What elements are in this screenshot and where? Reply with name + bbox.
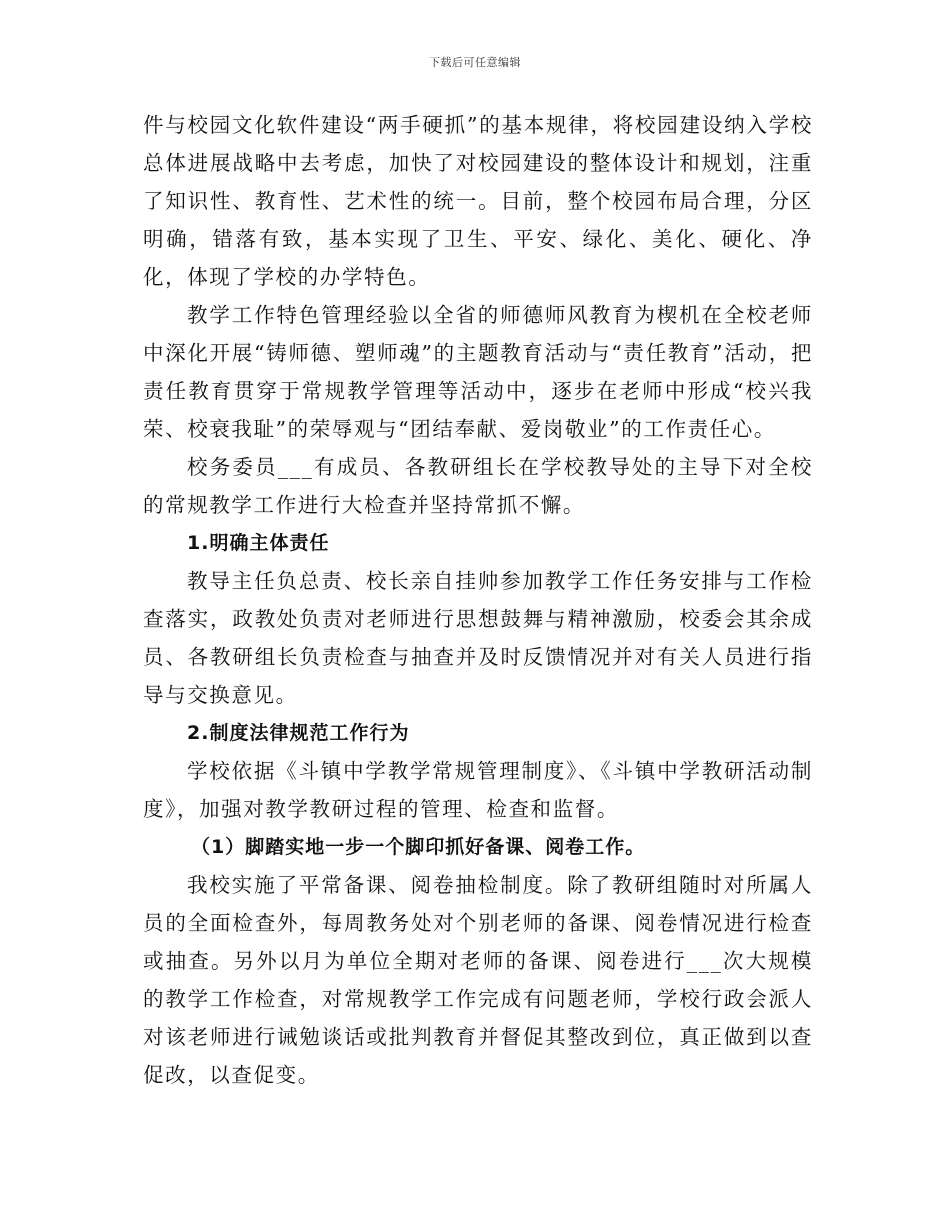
heading-clear-responsibility: 1.明确主体责任	[187, 532, 330, 554]
paragraph-campus-construction: 件与校园文化软件建设“两手硬抓”的基本规律，将校园建设纳入学校总体进展战略中去考虑，加快了对校园建设的整体设计和规划，注重了知识性、教育性、艺术性的统一。目前，整个校园布局合理，分区明确，错落有致，基本实现了卫生、平安、绿化、美化、硬化、净化，体现了学校的办学特色。	[143, 113, 813, 289]
paragraph-school-committee: 校务委员___有成员、各教研组长在学校教导处的主导下对全校的常规教学工作进行大检查并坚持常抓不懈。	[143, 455, 813, 517]
paragraph-responsibility: 教导主任负总责、校长亲自挂帅参加教学工作任务安排与工作检查落实，政教处负责对老师进行思想鼓舞与精神激励，校委会其余成员、各教研组长负责检查与抽查并及时反馈情况并对有关人员进行指导与交换意见。	[143, 569, 813, 707]
paragraph-lesson-prep: 我校实施了平常备课、阅卷抽检制度。除了教研组随时对所属人员的全面检查外，每周教务处对个别老师的备课、阅卷情况进行检查或抽查。另外以月为单位全期对老师的备课、阅卷进行___次大规模的教学工作检查，对常规教学工作完成有问题老师，学校行政会派人对该老师进行诫勉谈话或批判教育并督促其整改到位，真正做到以查促改，以查促变。	[143, 873, 813, 1087]
heading-lesson-prep: （1）脚踏实地一步一个脚印抓好备课、阅卷工作。	[191, 836, 646, 858]
paragraph-regulations: 学校依据《斗镇中学教学常规管理制度》、《斗镇中学教研活动制度》，加强对教学教研过程的管理、检查和监督。	[143, 759, 813, 821]
document-body	[143, 106, 813, 1094]
page-header-note: 下载后可任意编辑	[429, 56, 521, 69]
heading-regulations: 2.制度法律规范工作行为	[187, 722, 410, 744]
paragraph-teaching-management: 教学工作特色管理经验以全省的师德师风教育为楔机在全校老师中深化开展“铸师德、塑师魂”的主题教育活动与“责任教育”活动，把责任教育贯穿于常规教学管理等活动中，逐步在老师中形成“校兴我荣、校衰我耻”的荣辱观与“团结奉献、爱岗敬业”的工作责任心。	[143, 303, 813, 441]
